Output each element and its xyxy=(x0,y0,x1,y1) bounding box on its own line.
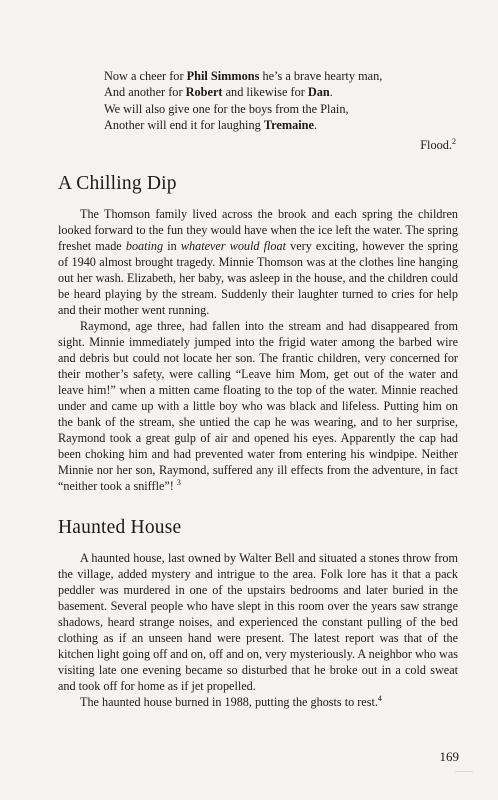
paragraph: Raymond, age three, had fallen into the stream and had disappeared from sight. Minnie immediately jumped into the frigid water among the barbed wire and debris but could not locate her son. The frantic children, very concerned for their mother’s safety, were calling “Leave him Mom, get out of the water and leave him!” when a mitten came floating to the top of the water. Minnie reached under and came up with a little boy who was black and lifeless. Putting him on the bank of the stream, she untied the cap he was wearing, and to her surprise, Raymond took a great gulp of air and opened his eyes. Apparently the cap had been choking him and had prevented water from entering his windpipe. Neither Minnie nor her son, Raymond, suffered any ill effects from the adventure, in fact “neither took a sniffle”! $^3$ xyxy=(58,319,458,493)
scan-mark xyxy=(455,771,473,772)
page-number: 169 xyxy=(439,749,459,764)
section-heading-chilling-dip: A Chilling Dip xyxy=(58,173,177,194)
footnote-ref: 2 xyxy=(452,136,456,146)
paragraph: The Thomson family lived across the brook and each spring the children looked forward to the fun they would have when the ice left the water. The spring freshet made boating in whatever would float very exciting, however the spring of 1940 almost brought tragedy. Minnie Thomson was at the clothes line hanging out her wash. Elizabeth, her baby, was asleep in the house, and the children could be heard playing by the stream. Suddenly their laughter turned to cries for help and their mother went running. xyxy=(58,207,458,317)
footnote-ref: 4 xyxy=(377,693,382,703)
paragraph: A haunted house, last owned by Walter Bell and situated a stones throw from the village, added mystery and intrigue to the area. Folk lore has it that a pack peddler was murdered in one of the upstairs bedrooms and later buried in the basement. Several people who have slept in this room over the years saw strange shadows, heard strange noises, and experienced the constant pulling of the bed clothing as if an unseen hand were present. The latest report was that of the kitchen light going off and on, off and on, very mysteriously. A neighbor who was visiting late one evening became so disturbed that he broke out in a cold sweat and took off for home as if jet propelled. xyxy=(58,551,458,693)
poem-line: We will also give one for the boys from the Plain, xyxy=(104,101,349,116)
poem-line: Now a cheer for Phil Simmons he’s a brave hearty man, xyxy=(104,69,383,83)
section-haunted-house-body xyxy=(58,550,458,710)
poem-line: And another for Robert and likewise for Dan. xyxy=(104,85,333,100)
poem-line: Another will end it for laughing Tremaine. xyxy=(104,118,318,133)
paragraph: The haunted house burned in 1988, putting the ghosts to rest.$^4$ xyxy=(80,693,382,709)
footnote-ref: 3 xyxy=(176,477,181,487)
poem-verse xyxy=(104,68,464,134)
poem-signature: Flood.$^2$ xyxy=(420,136,456,152)
section-chilling-dip-body xyxy=(58,206,458,494)
section-heading-haunted-house: Haunted House xyxy=(58,517,182,538)
